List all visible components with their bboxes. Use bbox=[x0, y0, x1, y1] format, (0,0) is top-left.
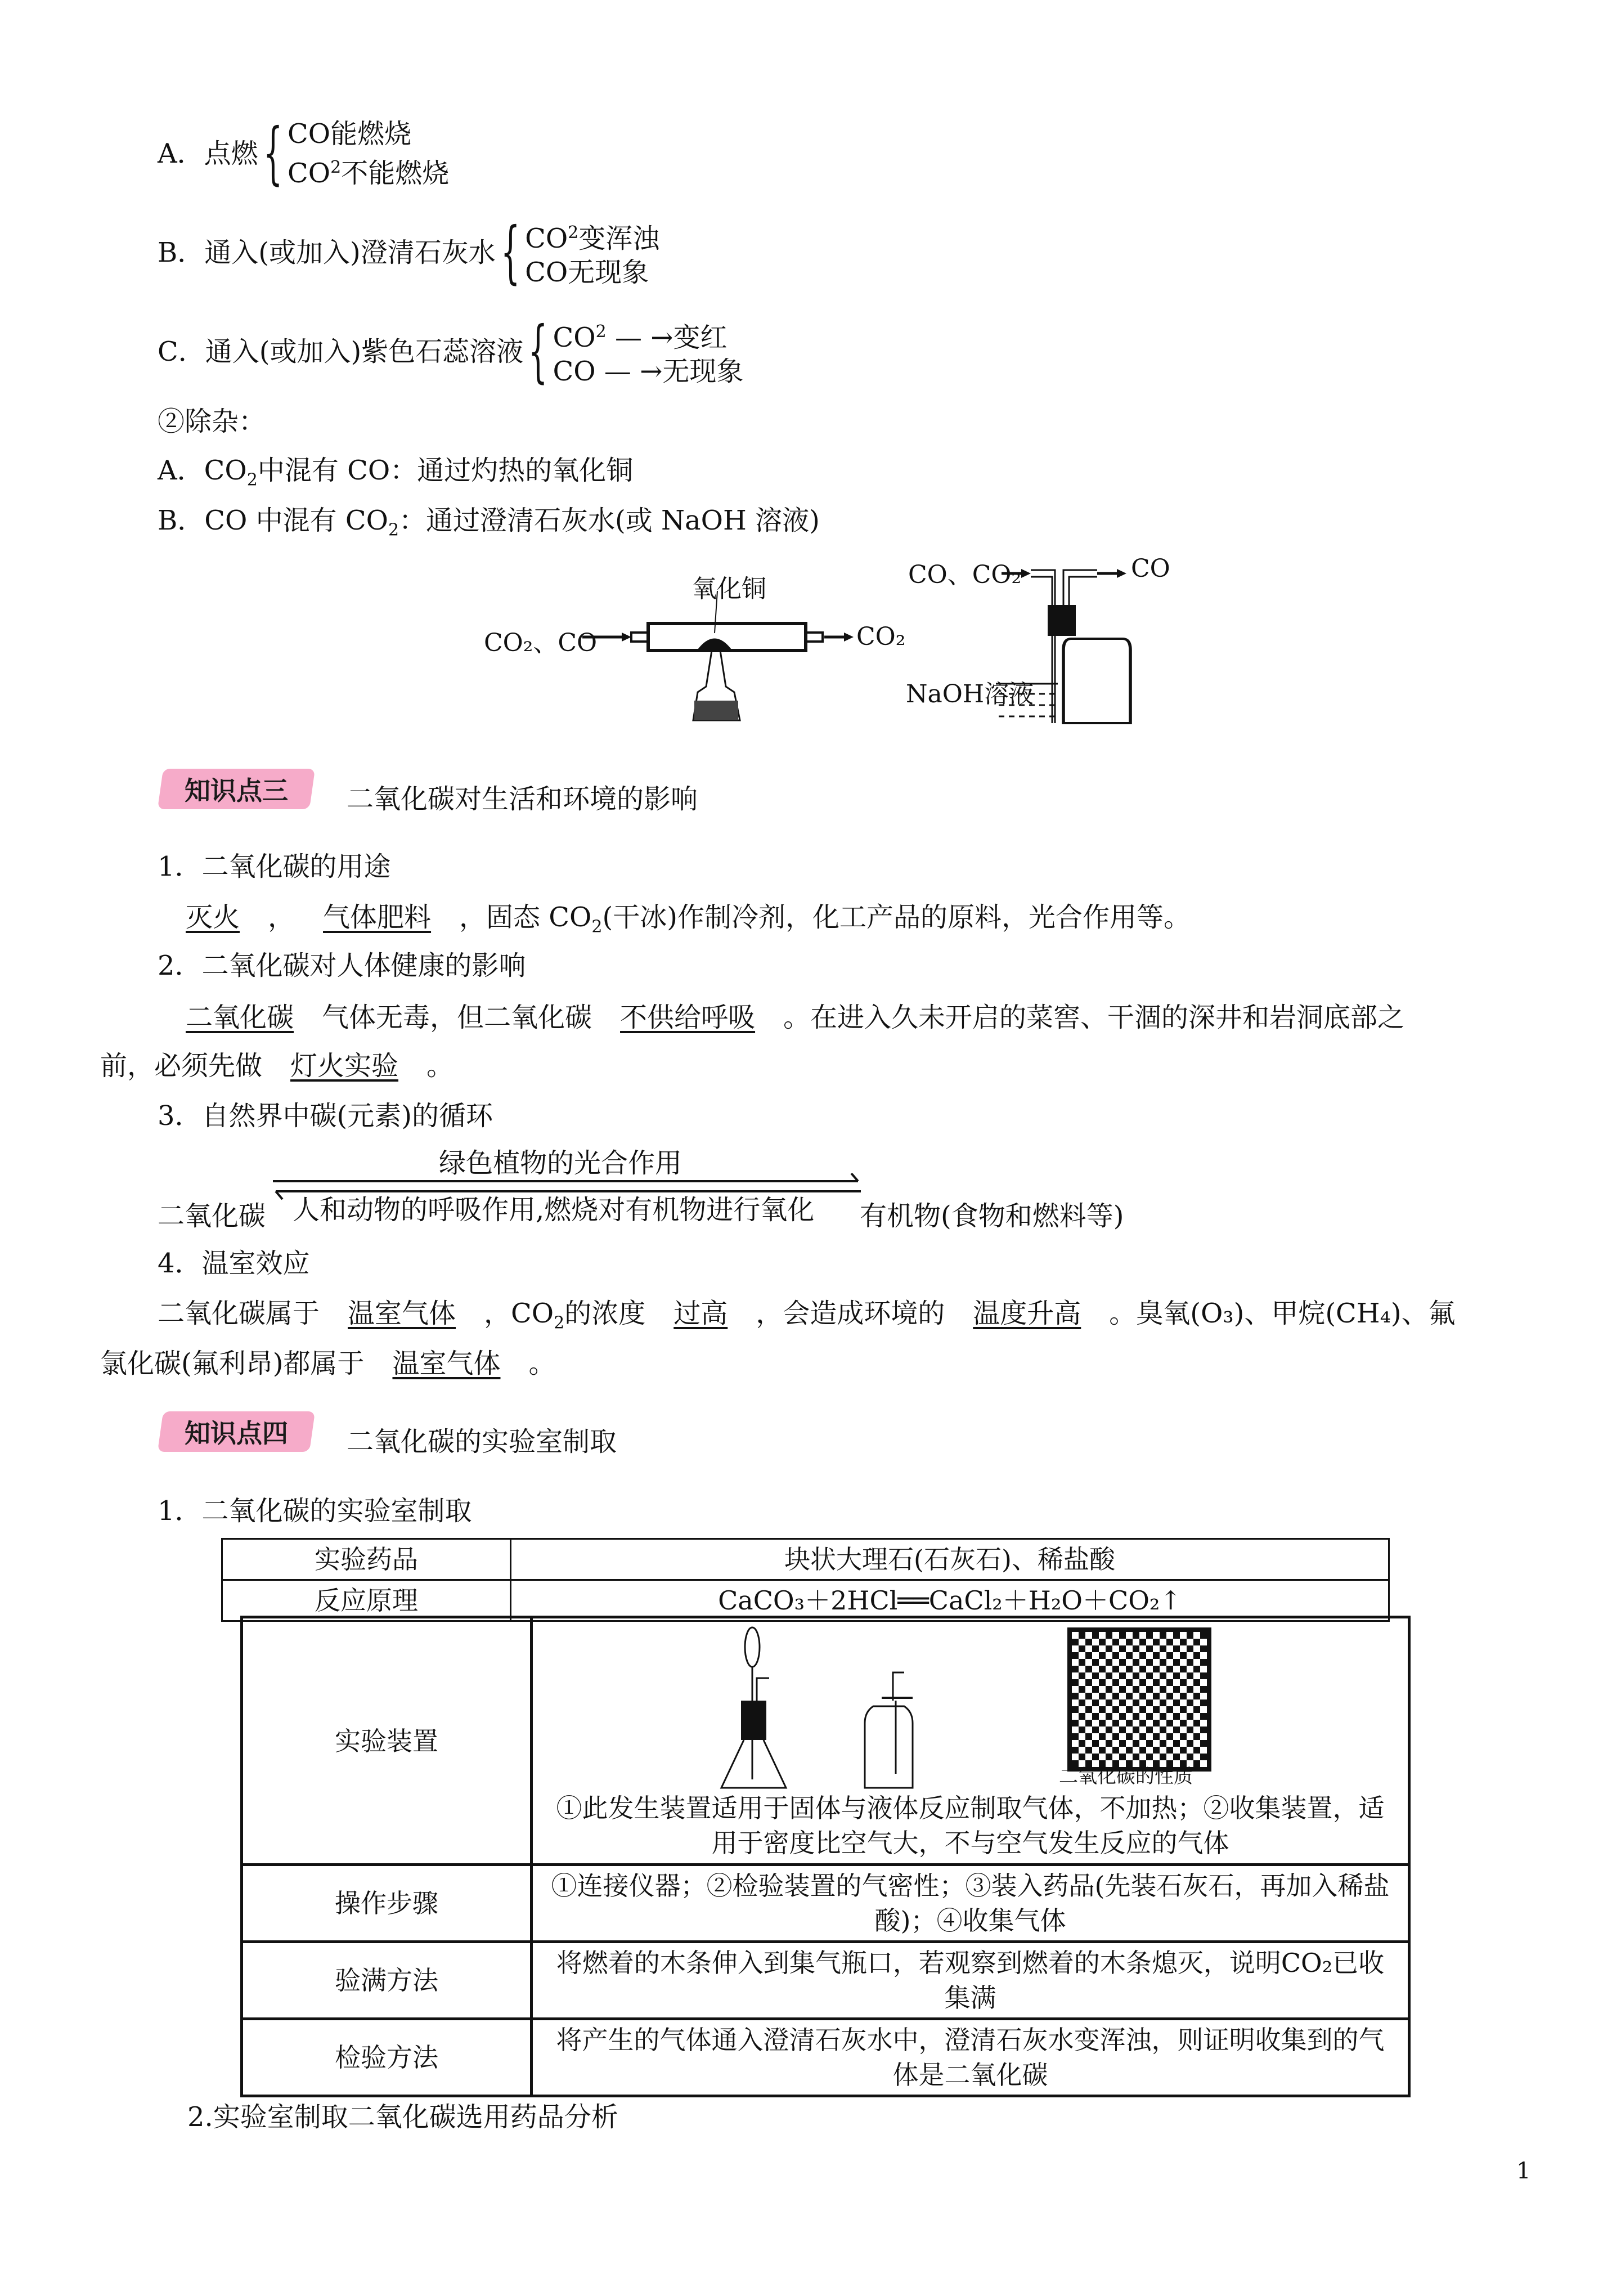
identify-b-options bbox=[525, 216, 659, 289]
identify-a-label: A．点燃 bbox=[158, 138, 258, 169]
row-label: 验满方法 bbox=[242, 1942, 532, 2019]
row-value: 将燃着的木条伸入到集气瓶口，若观察到燃着的木条熄灭，说明CO₂已收集满 bbox=[532, 1942, 1409, 2019]
section-badge: 知识点四 bbox=[158, 1411, 315, 1452]
respiration-label: 人和动物的呼吸作用,燃烧对有机物进行氧化 bbox=[293, 1194, 815, 1226]
item-heading: 1．二氧化碳的用途 bbox=[158, 851, 391, 882]
reaction-equation: CaCO₃＋2HCl══CaCl₂＋H₂O＋CO₂↑ bbox=[511, 1580, 1389, 1621]
arrow-icon: — → bbox=[614, 322, 673, 353]
greenhouse-line: 二氧化碳属于 温室气体 ，$CO_2$的浓度 过高 ，会造成环境的 温度升高 。臭氧(O₃)、甲烷(CH₄)、氟 bbox=[158, 1298, 1456, 1333]
naoh-wash-bottle-diagram bbox=[900, 554, 1215, 734]
row-label: 反应原理 bbox=[222, 1580, 511, 1621]
answer-blank: 灭火 bbox=[186, 902, 240, 933]
health-line-2: 前，必须先做 灯火实验 。 bbox=[100, 1050, 454, 1082]
answer-blank: 温度升高 bbox=[973, 1298, 1081, 1329]
qr-caption: 二氧化碳的性质 bbox=[1059, 1765, 1193, 1788]
photosynthesis-label: 绿色植物的光合作用 bbox=[439, 1147, 682, 1179]
row-label: 检验方法 bbox=[242, 2019, 532, 2096]
option-top: $CO^2$ — →变红 bbox=[553, 322, 728, 353]
row-label: 实验装置 bbox=[242, 1617, 532, 1865]
outlet-gas-label: CO bbox=[1131, 554, 1170, 583]
table-row bbox=[222, 1539, 1389, 1580]
reagents-table bbox=[221, 1538, 1390, 1622]
apparatus-cell bbox=[532, 1617, 1409, 1865]
identify-b-label: B．通入(或加入)澄清石灰水 bbox=[158, 237, 496, 268]
row-value: 块状大理石(石灰石)、稀盐酸 bbox=[511, 1539, 1389, 1580]
naoh-solution-label: NaOH溶液 bbox=[906, 680, 1034, 708]
identify-c bbox=[158, 312, 744, 391]
answer-blank: 过高 bbox=[673, 1298, 728, 1329]
copper-oxide-tube-diagram bbox=[484, 574, 911, 737]
row-value: ①此发生装置适用于固体与液体反应制取气体，不加热；②收集装置，适用于密度比空气大，不与空气发生反应的气体 bbox=[556, 1792, 1385, 1858]
item-heading: 2．二氧化碳对人体健康的影响 bbox=[158, 950, 526, 981]
option-bottom: $CO^2$不能燃烧 bbox=[288, 158, 450, 189]
identify-a-options bbox=[288, 117, 449, 190]
identify-b bbox=[158, 213, 660, 292]
procedure-table bbox=[240, 1616, 1411, 2097]
identify-c-label: C．通入(或加入)紫色石蕊溶液 bbox=[158, 336, 524, 367]
item-heading: 4．温室效应 bbox=[158, 1248, 310, 1279]
uses-line: 灭火 ， 气体肥料 ，固态 $CO_2$(干冰)作制冷剂，化工产品的原料，光合作用等。 bbox=[158, 900, 1191, 944]
qr-code-icon[interactable] bbox=[1067, 1627, 1211, 1772]
carbon-dioxide-label: 二氧化碳 bbox=[158, 1200, 266, 1232]
table-row bbox=[242, 1942, 1409, 2019]
section-title: 二氧化碳对生活和环境的影响 bbox=[347, 783, 698, 815]
identify-c-options bbox=[553, 315, 744, 388]
row-value: 将产生的气体通入澄清石灰水中，澄清石灰水变浑浊，则证明收集到的气体是二氧化碳 bbox=[532, 2019, 1409, 2096]
row-label: 实验药品 bbox=[222, 1539, 511, 1580]
row-value: ①连接仪器；②检验装置的气密性；③装入药品(先装石灰石，再加入稀盐酸)；④收集气体 bbox=[532, 1865, 1409, 1942]
inlet-gas-label: CO、CO₂ bbox=[908, 560, 1022, 589]
organic-matter-label: 有机物(食物和燃料等) bbox=[860, 1200, 1124, 1232]
option-top: CO能燃烧 bbox=[288, 118, 412, 150]
option-bottom: CO无现象 bbox=[525, 257, 649, 288]
brace-icon: { bbox=[528, 312, 548, 391]
purify-a: A．$CO_2$中混有 CO：通过灼热的氧化铜 bbox=[158, 455, 634, 490]
arrow-icon: — → bbox=[604, 356, 663, 387]
table-row bbox=[242, 1617, 1409, 1865]
item-heading: 3．自然界中碳(元素)的循环 bbox=[158, 1100, 493, 1132]
page-number: 1 bbox=[1516, 2158, 1531, 2184]
table-row bbox=[242, 2019, 1409, 2096]
option-top: $CO^2$变浑浊 bbox=[525, 223, 660, 254]
brace-icon: { bbox=[500, 213, 520, 292]
answer-blank: 温室气体 bbox=[392, 1348, 501, 1379]
identify-a bbox=[158, 114, 450, 192]
section-badge: 知识点三 bbox=[158, 769, 315, 809]
copper-oxide-label: 氧化铜 bbox=[692, 575, 766, 603]
answer-blank: 二氧化碳 bbox=[186, 1002, 294, 1033]
table-row bbox=[222, 1580, 1389, 1621]
item-heading: 2.实验室制取二氧化碳选用药品分析 bbox=[187, 2101, 618, 2133]
brace-icon: { bbox=[263, 114, 283, 192]
outlet-gas-label: CO₂ bbox=[856, 622, 906, 651]
answer-blank: 灯火实验 bbox=[290, 1050, 399, 1082]
greenhouse-line-2: 氯化碳(氟利昂)都属于 温室气体 。 bbox=[100, 1348, 556, 1379]
option-bottom: CO — →无现象 bbox=[553, 356, 744, 387]
purify-b: B．CO 中混有 $CO_2$：通过澄清石灰水(或 NaOH 溶液) bbox=[158, 505, 820, 540]
answer-blank: 不供给呼吸 bbox=[620, 1002, 756, 1033]
answer-blank: 温室气体 bbox=[348, 1298, 456, 1329]
answer-blank: 气体肥料 bbox=[323, 902, 432, 933]
row-label: 操作步骤 bbox=[242, 1865, 532, 1942]
table-row bbox=[242, 1865, 1409, 1942]
purify-heading: ②除杂： bbox=[158, 406, 266, 437]
health-line: 二氧化碳 气体无毒，但二氧化碳 不供给呼吸 。在进入久未开启的菜窖、干涸的深井和岩洞底部之 bbox=[158, 1001, 1404, 1034]
item-heading: 1．二氧化碳的实验室制取 bbox=[158, 1495, 472, 1527]
section-title: 二氧化碳的实验室制取 bbox=[347, 1426, 617, 1458]
inlet-gas-label: CO₂、CO bbox=[484, 629, 598, 657]
apparatus-illustration bbox=[544, 1622, 1397, 1791]
